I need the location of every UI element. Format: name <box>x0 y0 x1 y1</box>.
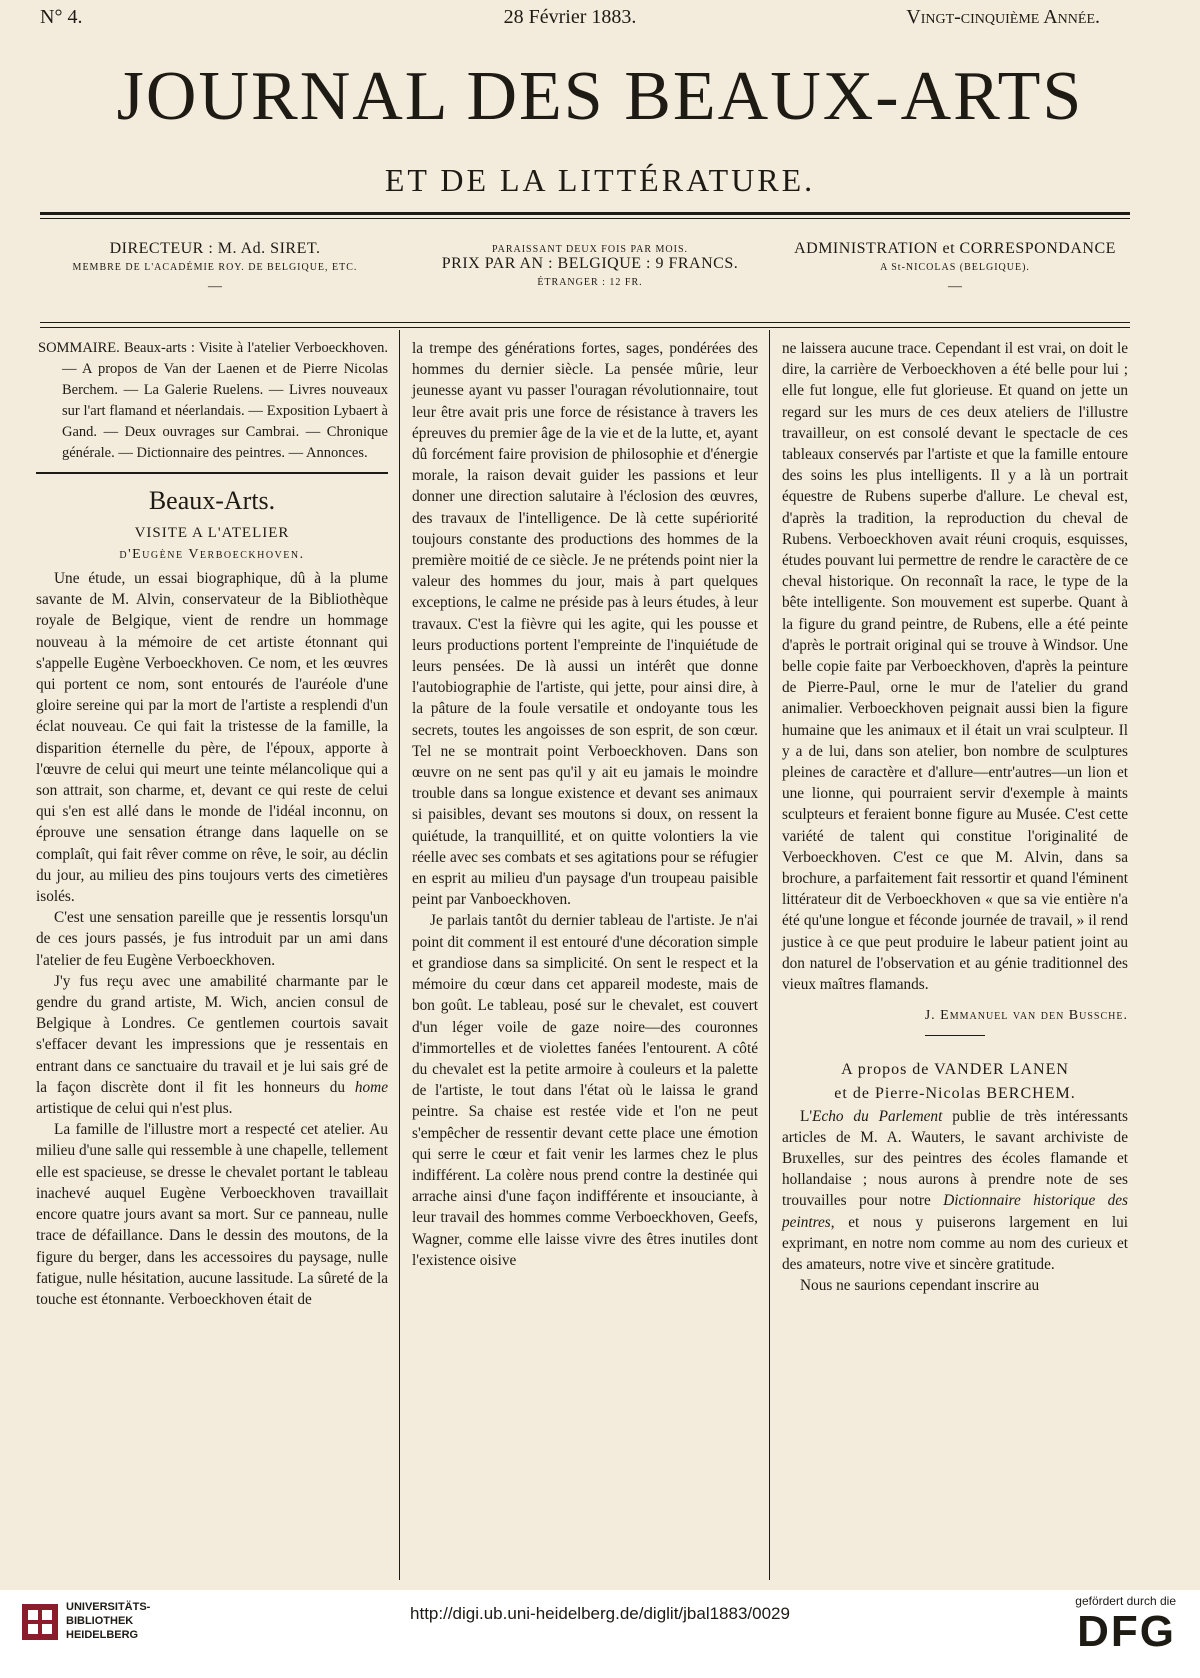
masthead-dash: — <box>948 279 962 294</box>
issue-number: N° 4. <box>40 6 83 28</box>
funding-credit <box>1075 1594 1176 1656</box>
journal-subtitle: ET DE LA LITTÉRATURE. <box>384 162 816 198</box>
administration-label: ADMINISTRATION et CORRESPONDANCE <box>794 240 1116 257</box>
digitization-footer <box>0 1590 1200 1678</box>
paragraph: Je parlais tantôt du dernier tableau de l'artiste. Je n'ai point dit comment il est entouré d'une décoration simple et grandiose dans sa simplicité. On sent le respect et la mémoire du cœur dans cet appareil modeste, mais de bon goût. Le tableau, posé sur le chevalet, est couvert d'un léger voile de gaze noire—des couronnes d'immortelles et de violettes fanées l'entourent. A côté du chevalet est la petite armoire à couleurs et la palette de l'artiste, le tout dans l'état où le laissa le grand peintre. Sa chaise est restée vide et l'on ne peut s'empêcher de ressentir devant cette place une émotion qui serre le cœur et fait venir les larmes chez le plus indifférent. La colère nous prend contre la destinée qui arrache ainsi d'une façon indifférente et insouciante, à leur travail des hommes comme Verboeckhoven, Geefs, Wagner, comme elle laisse vivre des êtres inutiles dont l'existence oisive <box>412 912 758 1269</box>
section-heading-beaux-arts: Beaux-Arts. <box>148 486 276 515</box>
paragraph <box>36 971 388 1119</box>
article-2-title-line2: et de Pierre-Nicolas BERCHEM. <box>834 1084 1076 1102</box>
issue-date: 28 Février 1883. <box>503 6 637 28</box>
price-foreign: ÉTRANGER : 12 FR. <box>537 277 643 288</box>
masthead-director <box>40 240 390 295</box>
administration-place: A St-NICOLAS (BELGIQUE). <box>880 262 1030 273</box>
frequency: PARAISSANT DEUX FOIS PAR MOIS. <box>491 244 689 255</box>
article-separator <box>925 1035 985 1036</box>
paragraph-text: J'y fus reçu avec une amabilité charmante par le gendre du grand artiste, M. Wich, ancien consul de Belgique à Londres. Ce gentlemen courtois savait s'effacer devant les impressions que je ressentais en entrant dans ce sanctuaire du travail et je lui sais gré de la façon discrète dont il fit les honneurs du <box>36 972 388 1096</box>
library-name-line: HEIDELBERG <box>66 1629 139 1641</box>
columns-top-rule-2 <box>40 327 1130 328</box>
paragraph: ne laissera aucune trace. Cependant il est vrai, on doit le dire, la carrière de Verboeckhoven a été belle pour lui ; elle fut longue, elle fut glorieuse. Et quand on jette un regard sur les murs de ces deux ateliers de l'illustre travailleur, on est consolé devant le spectacle de ces tableaux conservés par l'artiste et que la famille entoure des soins les plus intelligents. Il y a là un portrait équestre de Rubens superbe d'allure. Le cheval est, d'après la tradition, la reproduction du cheval de Rubens. Verboeckhoven avait réuni croquis, esquisses, études pouvant lui permettre de rendre le caractère de ce cheval historique. On reconnaît la race, le type de la bête intelligente. Son mouvement est superbe. Quant à la figure du grand peintre, de Rubens, elle a été peinte d'après le portrait original qui se trouve à Windsor. Une belle copie faite par Verboeckhoven, d'après la peinture de Pierre-Paul, orne le mur de l'atelier du grand animalier. Verboeckhoven peignait aussi bien la figure humaine que les animaux et il était un vrai sculpteur. Il y a de lui, dans son atelier, bon nombre de sculptures pleines de caractère et d'allure—entr'autres—un lion et une lionne, qui pourraient servir d'exemple à maints sculpteurs et feraient bonne figure au Musée. C'est cette variété de talent qui constitue l'originalité de Verboeckhoven. C'est ce que M. Alvin, dans sa brochure, a parfaitement fait ressortir et quand l'éminent littérateur dit de Verboeckhoven « que sa vie entière n'a été qu'une longue et féconde journée de travail, » il rend justice à ce que peut produire le labeur patient joint au don naturel de l'observation et au génie traditionnel des vieux maîtres flamands. <box>782 340 1128 994</box>
journal-title: JOURNAL DES BEAUX-ARTS <box>116 58 1084 135</box>
paragraph: C'est une sensation pareille que je ressentis lorsqu'un de ces jours passés, je fus introduit par un ami dans l'atelier de feu Eugène Verboeckhoven. <box>36 909 388 969</box>
header-rule-thick <box>40 212 1130 215</box>
header-rule-thin <box>40 218 1130 219</box>
sommaire: SOMMAIRE. Beaux-arts : Visite à l'atelier Verboeckhoven. — A propos de Van der Laenen et de Pierre Nicolas Berchem. — La Galerie Ruelens. — Livres nouveaux sur l'art flamand et néerlandais. — Exposition Lybaert à Gand. — Deux ouvrages sur Cambrai. — Chronique générale. — Dictionnaire des peintres. — Annonces. <box>36 338 388 474</box>
column-2 <box>412 338 758 1271</box>
paragraph-text: artistique de celui qui n'est plus. <box>36 1100 233 1118</box>
masthead-dash: — <box>208 279 222 294</box>
masthead-pricing <box>420 240 760 288</box>
funded-by-label: gefördert durch die <box>1075 1594 1176 1608</box>
issue-year: Vingt-cinquième Année. <box>906 6 1100 28</box>
paragraph-text: publie de très intéressants articles de M. A. Wauters, le savant archiviste de Bruxelles, sur des peintres des écoles flamande et hollandaise ; nous aurons à prendre note de ses trouvailles pour notre <box>782 1107 1128 1210</box>
paragraph: la trempe des générations fortes, sages, pondérées des hommes du dernier siècle. La pensée mûrie, leur jeunesse ayant vu passer l'ouragan révolutionnaire, tout leur être avait pris une force de résistance à travers les épreuves du premier âge de la vie et de la lutte, et, ayant dû forcément faire provision de philosophie et d'énergie morale, la raison devait guider les passions et leur donner une direction salutaire à l'éclosion des œuvres, des travaux de l'intelligence. De là cette supériorité toujours constante des productions des hommes de la première moitié de ce siècle. Je ne prétends point nier la valeur des hommes du jour, mais à part quelques exceptions, le calme ne préside pas à leurs études, à leur travaux. C'est la fièvre qui les agite, qui les pousse et leurs productions portent l'empreinte de l'inquiétude de leurs pensées. De là aussi un intérêt que donne l'autobiographie de l'artiste, qui jette, pour ainsi dire, à la pâture de la foule versatile et ondoyante tous les secrets, toutes les angoisses de son esprit, de son cœur. Tel ne se montrait point Verboeckhoven. Dans son œuvre on ne sent pas qu'il y ait eu jamais le moindre trouble dans sa longue existence et devant ses animaux si paisibles, devant ses moutons si doux, on ressent la quiétude, la tranquillité, et on quitte volontiers la vie réelle avec ses combats et ses agitations pour se réfugier en esprit au milieu d'un paysage d'un troupeau paisible peint par Vanboeckhoven. <box>412 340 758 909</box>
director-title: MEMBRE DE L'ACADÉMIE ROY. DE BELGIQUE, ETC. <box>72 262 358 273</box>
italic-word-home: home <box>354 1078 389 1096</box>
italic-dictionnaire: Dictionnaire historique des peintres <box>782 1192 1128 1231</box>
masthead-administration <box>780 240 1130 295</box>
column-1 <box>36 338 388 1310</box>
italic-echo-du-parlement: Echo du Parlement <box>812 1107 943 1125</box>
column-divider-1 <box>399 330 400 1580</box>
author-signature: J. Emmanuel van den Bussche. <box>924 1008 1128 1024</box>
columns-top-rule <box>40 322 1130 323</box>
paragraph: Nous ne saurions cependant inscrire au <box>800 1277 1040 1295</box>
dfg-logo: DFG <box>1077 1607 1176 1656</box>
paragraph <box>782 1106 1128 1276</box>
paragraph-text: , et nous y puiserons largement en lui exprimant, en notre nom comme au nom des curieux et des amateurs, notre vive et sincère gratitude. <box>782 1213 1128 1273</box>
header-top-line <box>40 6 1100 36</box>
paragraph: Une étude, un essai biographique, dû à la plume savante de M. Alvin, conservateur de la Bibliothèque royale de Belgique, vient de rendre un hommage nouveau à la mémoire de cet artiste étonnant qui s'appelle Eugène Verboeckhoven. Ce nom, et les œuvres qui portent ce nom, sont entourés de l'auréole d'une gloire sereine qui par la mort de l'artiste a resplendi d'un éclat nouveau. Ce qui fait la tristesse de la famille, la disparition éternelle du père, de l'époux, apporte à l'œuvre de celui qui meurt une teinte mélancolique qui a son attrait, son charme, et, devant ce qui reste de celui qui s'en est allé dans le monde de l'idéal inconnu, on éprouve une sensation étrange dans laquelle on se complaît, qui fait rêver comme on rêve, le soir, au déclin du jour, au milieu des pins toujours verts des cimetières isolés. <box>36 570 388 906</box>
column-divider-2 <box>769 330 770 1580</box>
column-3 <box>782 338 1128 1296</box>
paragraph-text: L' <box>800 1107 813 1125</box>
article-2-title-line1: A propos de VANDER LANEN <box>841 1060 1069 1078</box>
source-url[interactable]: http://digi.ub.uni-heidelberg.de/diglit/jbal1883/0029 <box>410 1604 790 1623</box>
article-title: VISITE A L'ATELIER <box>134 525 290 541</box>
library-name-line: UNIVERSITÄTS- <box>66 1601 151 1613</box>
article-subtitle: d'Eugène Verboeckhoven. <box>119 547 305 562</box>
director-name: DIRECTEUR : M. Ad. SIRET. <box>109 240 321 257</box>
library-name-line: BIBLIOTHEK <box>66 1615 134 1627</box>
masthead <box>40 240 1130 310</box>
paragraph: La famille de l'illustre mort a respecté cet atelier. Au milieu d'une salle qui ressemble à une chapelle, tellement elle est spacieuse, se dresse le chevalet portant le tableau inachevé auquel Eugène Verboeckhoven travaillait encore quatre jours avant sa mort. Sur ce panneau, nulle trace de défaillance. Dans le dessin des moutons, de la figure du berger, dans les accessoires du paysage, nulle fatigue, nulle hésitation, aucune lassitude. La sûreté de la touche est étonnante. Verboeckhoven était de <box>36 1121 388 1308</box>
price-belgium: PRIX PAR AN : BELGIQUE : 9 FRANCS. <box>441 255 739 272</box>
